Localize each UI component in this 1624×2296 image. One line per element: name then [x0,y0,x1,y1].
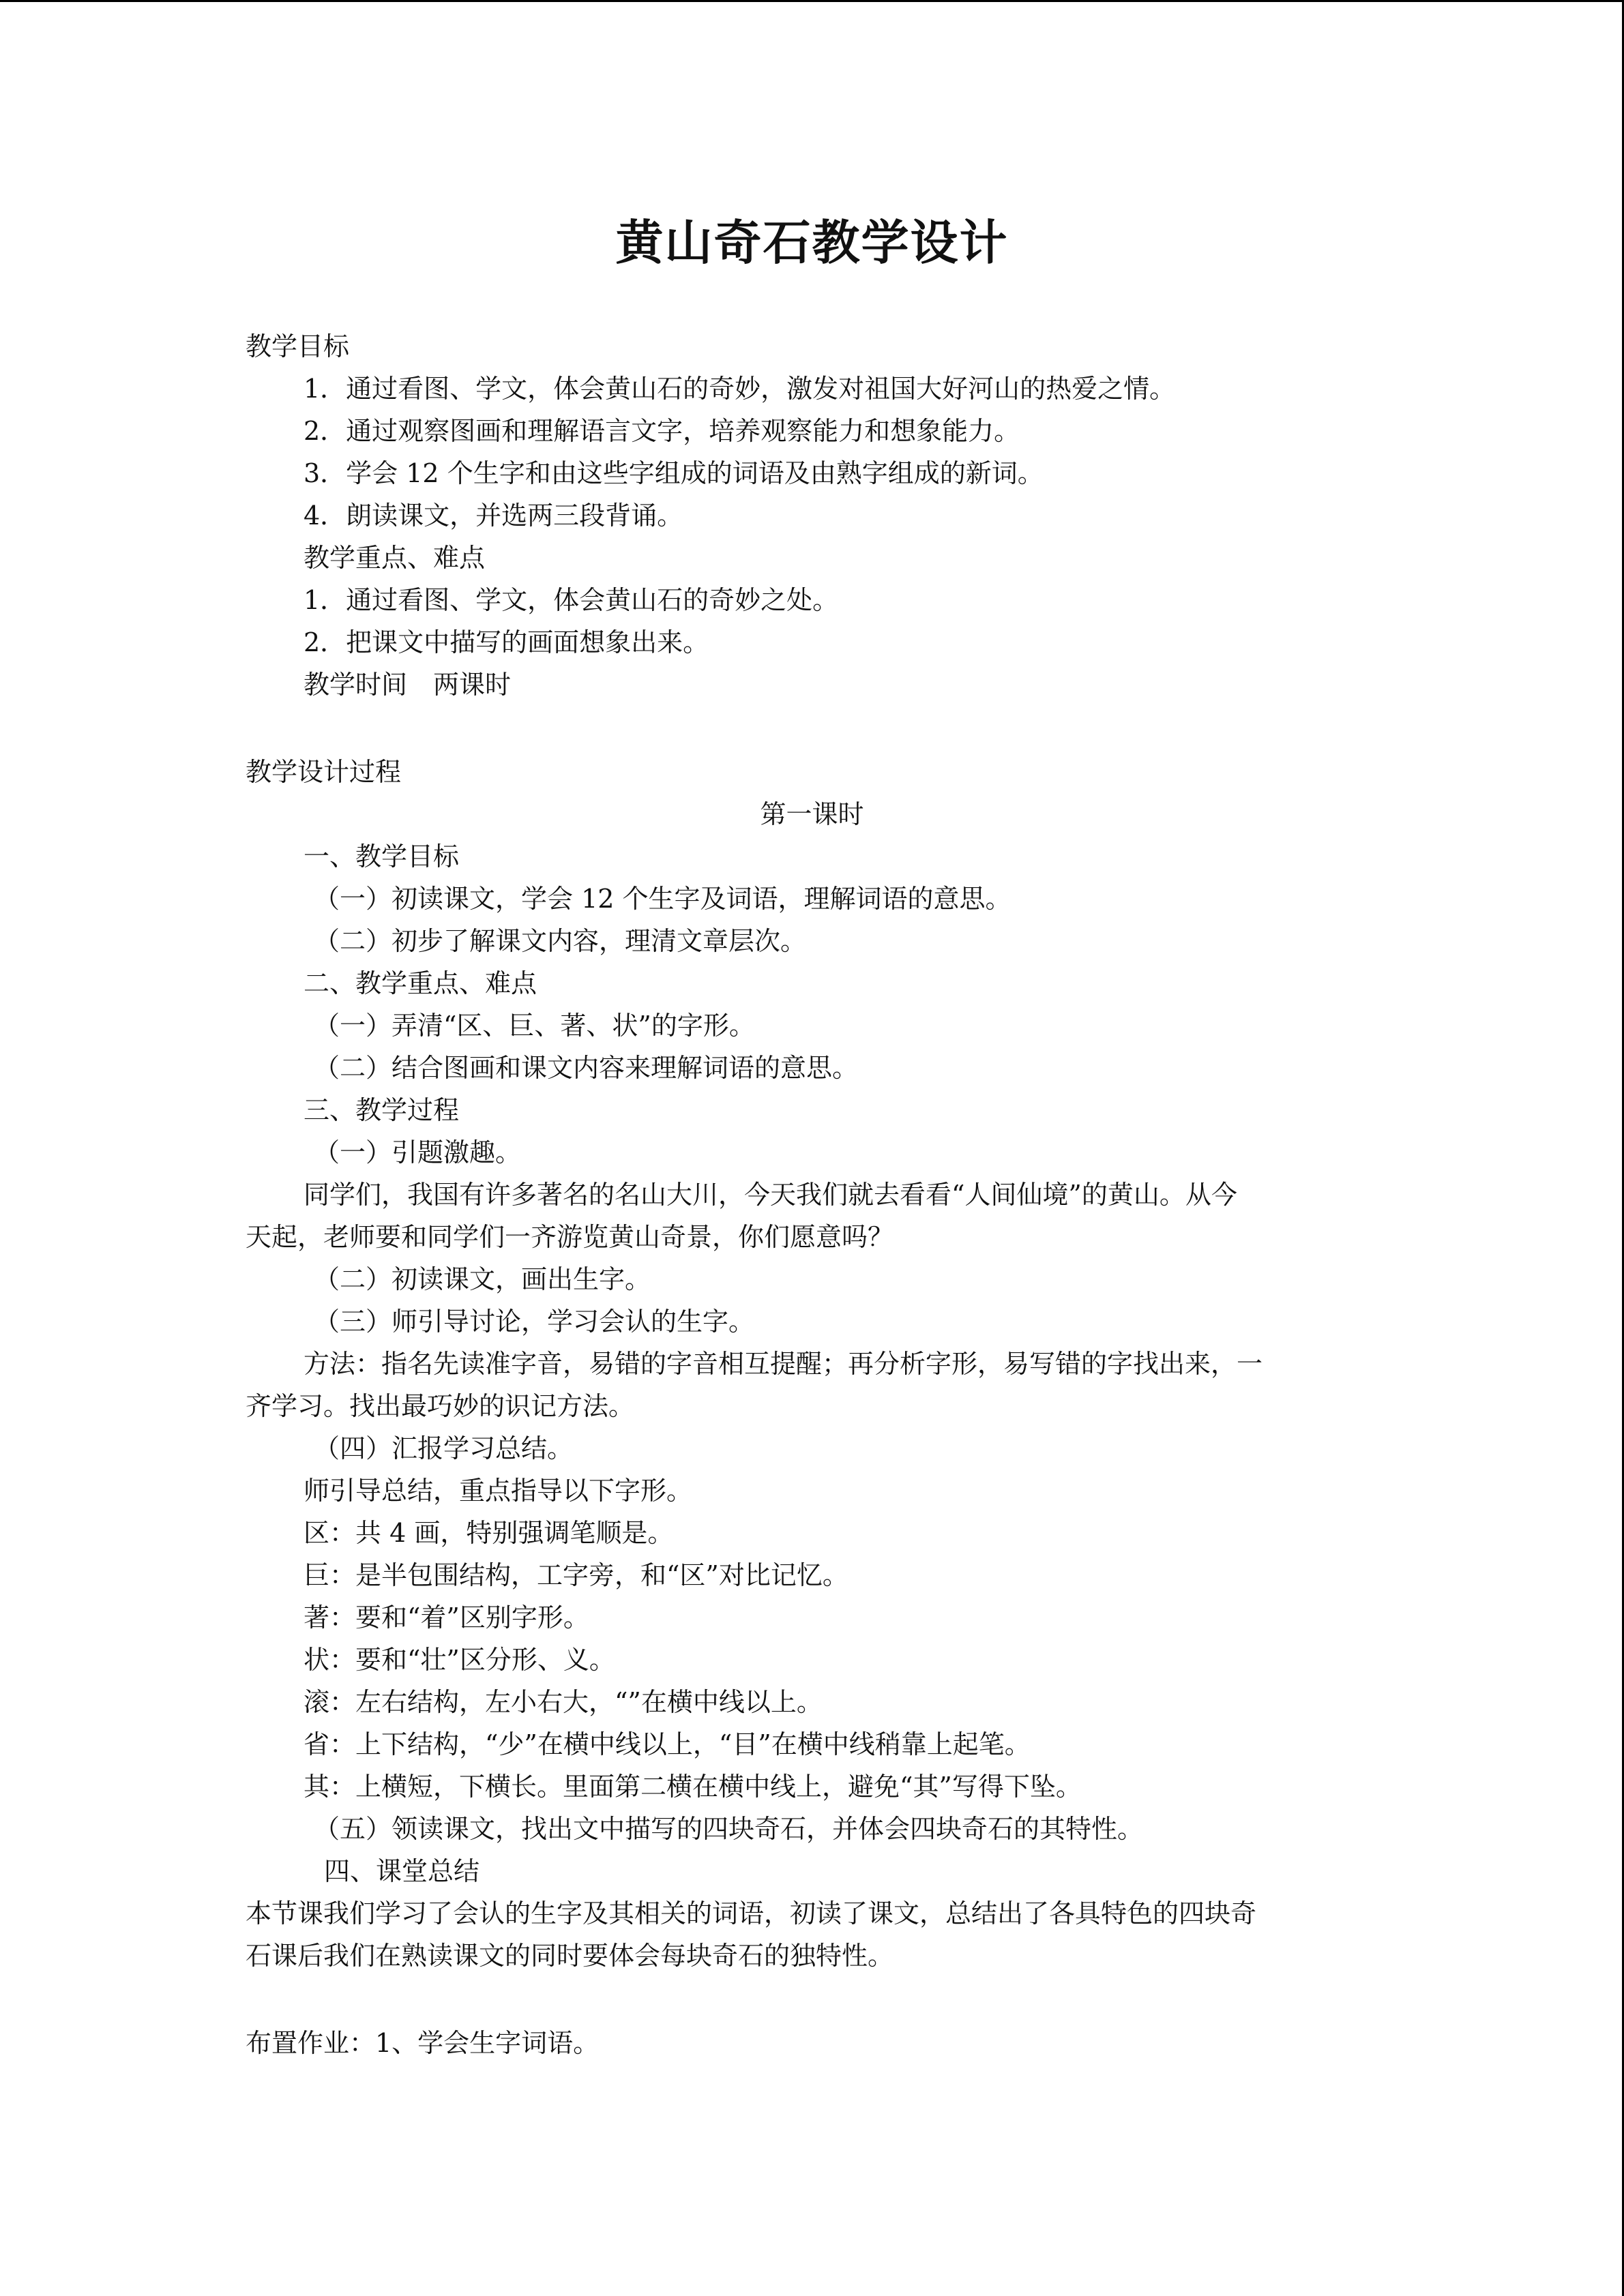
paragraph-line: 同学们，我国有许多著名的名山大川，今天我们就去看看“人间仙境”的黄山。从今 [304,1180,1237,1210]
character-note: 区：共 4 画，特别强调笔顺是。 [304,1518,674,1548]
summary-line: 石课后我们在熟读课文的同时要体会每块奇石的独特性。 [246,1941,894,1971]
focus-item: 1．通过看图、学文，体会黄山石的奇妙之处。 [304,585,839,615]
objective-item: 2．通过观察图画和理解语言文字，培养观察能力和想象能力。 [304,416,1020,446]
list-item: （二）结合图画和课文内容来理解词语的意思。 [314,1053,859,1083]
paragraph-line: 师引导总结，重点指导以下字形。 [304,1476,693,1506]
character-note: 巨：是半包围结构，工字旁，和“区”对比记忆。 [304,1560,848,1590]
subsection-heading: 一、教学目标 [304,841,460,871]
paragraph-line: 齐学习。找出最巧妙的识记方法。 [246,1391,635,1421]
list-item: （一）初读课文，学会 12 个生字及词语，理解词语的意思。 [314,884,1012,914]
list-item: （二）初步了解课文内容，理清文章层次。 [314,926,807,956]
teaching-time: 教学时间 两课时 [304,670,512,700]
subsection-heading: 二、教学重点、难点 [304,968,537,998]
subsection-heading: 四、课堂总结 [324,1856,480,1886]
homework-line: 布置作业：1、学会生字词语。 [246,2028,600,2058]
list-item: （一）弄清“区、巨、著、状”的字形。 [314,1011,755,1041]
list-item: （五）领读课文，找出文中描写的四块奇石，并体会四块奇石的其特性。 [314,1814,1144,1844]
objective-item: 4．朗读课文，并选两三段背诵。 [304,501,683,531]
top-border [0,0,1624,2]
objective-item: 1．通过看图、学文，体会黄山石的奇妙，激发对祖国大好河山的热爱之情。 [304,374,1176,404]
section-heading: 教学重点、难点 [304,543,486,573]
character-note: 省：上下结构，“少”在横中线以上，“目”在横中线稍靠上起笔。 [304,1729,1031,1759]
list-item: （三）师引导讨论，学习会认的生字。 [314,1307,755,1337]
character-note: 其：上横短，下横长。里面第二横在横中线上，避免“其”写得下坠。 [304,1772,1082,1802]
paragraph-line: 方法：指名先读准字音，易错的字音相互提醒；再分析字形，易写错的字找出来，一 [304,1349,1263,1379]
objective-item: 3．学会 12 个生字和由这些字组成的词语及由熟字组成的新词。 [304,458,1044,488]
section-heading: 教学设计过程 [246,757,402,787]
character-note: 著：要和“着”区别字形。 [304,1602,589,1632]
section-heading: 教学目标 [246,331,350,361]
list-item: （一）引题激趣。 [314,1137,522,1167]
subsection-heading: 三、教学过程 [304,1095,460,1125]
lesson-heading: 第一课时 [760,799,864,829]
paragraph-line: 天起，老师要和同学们一齐游览黄山奇景，你们愿意吗？ [246,1222,894,1252]
document-title: 黄山奇石教学设计 [615,214,1009,271]
focus-item: 2．把课文中描写的画面想象出来。 [304,627,709,657]
summary-line: 本节课我们学习了会认的生字及其相关的词语，初读了课文，总结出了各具特色的四块奇 [246,1898,1257,1928]
list-item: （四）汇报学习总结。 [314,1433,574,1463]
list-item: （二）初读课文，画出生字。 [314,1264,651,1294]
character-note: 滚：左右结构，左小右大，“”在横中线以上。 [304,1687,823,1717]
character-note: 状：要和“壮”区分形、义。 [304,1645,615,1675]
